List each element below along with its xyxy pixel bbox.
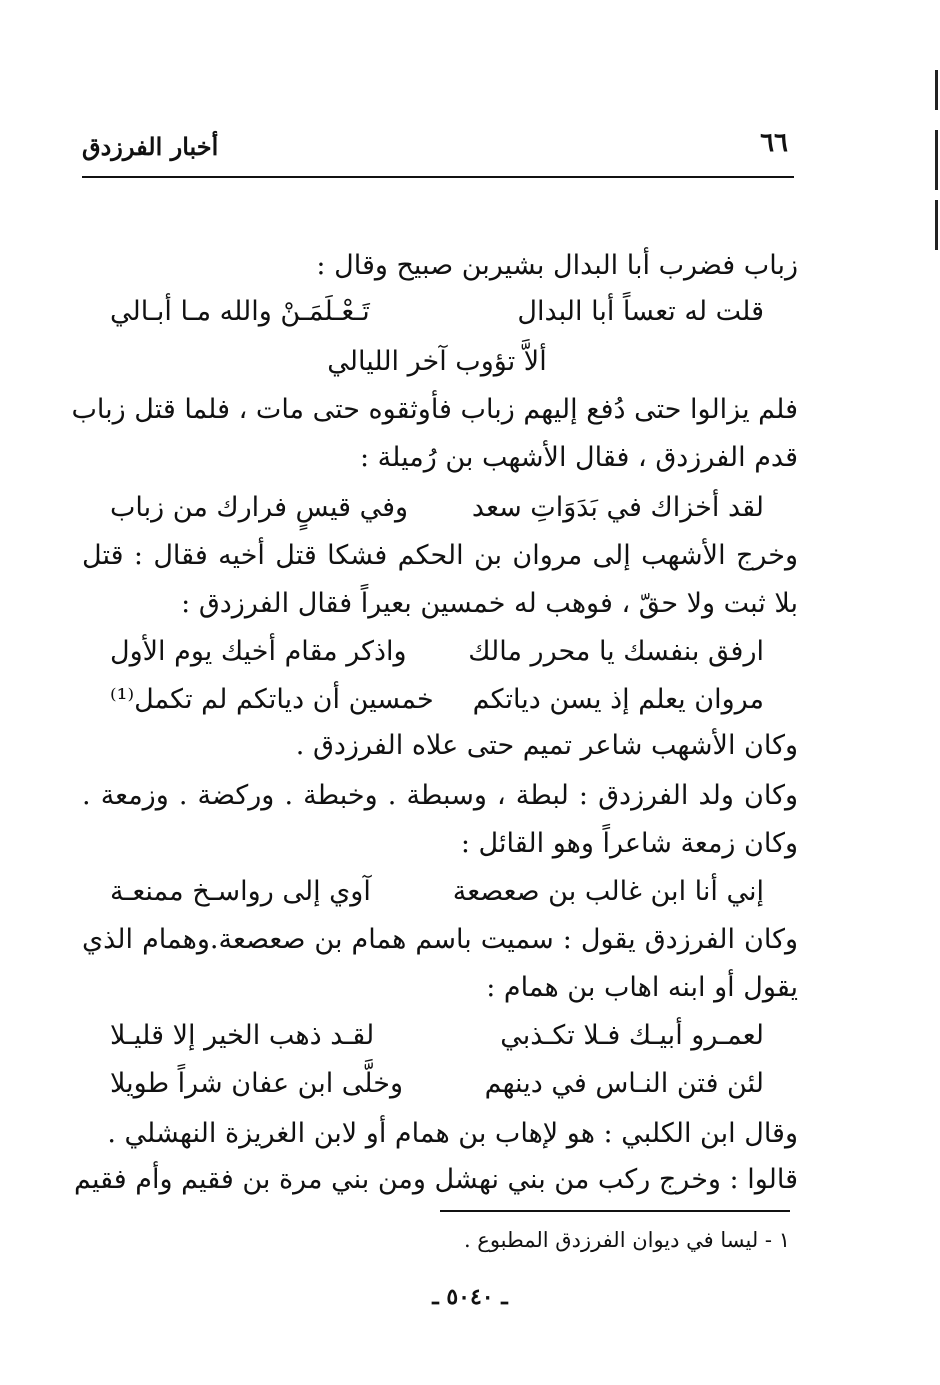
- verse-hemistich-right: قلت له تعساً أبا البدال: [517, 296, 764, 327]
- verse-hemistich-left: آوي إلى رواسـخ ممنعـة: [110, 876, 371, 907]
- paragraph-line: وكان الأشهب شاعر تميم حتى علاه الفرزدق .: [295, 730, 798, 761]
- verse-hemistich-right: لقد أخزاك في بَدَوَاتِ سعد: [471, 492, 764, 523]
- verse-hemistich-left: لقـد ذهب الخير إلا قليـلا: [110, 1020, 375, 1051]
- scan-edge-mark: [935, 70, 938, 110]
- verse-hemistich-left: واذكر مقام أخيك يوم الأول: [110, 636, 407, 667]
- paragraph-line: وقال ابن الكلبي : هو لإهاب بن همام أو لابن الغريزة النهشلي .: [107, 1118, 798, 1149]
- verse-hemistich-right: لئن فتن النـاس في دينهم: [484, 1068, 764, 1099]
- paragraph-line: قدم الفرزدق ، فقال الأشهب بن رُميلة :: [360, 442, 798, 473]
- verse-line: [110, 1064, 764, 1104]
- verse-line: [110, 680, 764, 720]
- verse-hemistich-right: ارفق بنفسك يا محرر مالك: [468, 636, 764, 667]
- paragraph-line: وكان الفرزدق يقول : سميت باسم همام بن صعصعة.وهمام الذي: [82, 924, 798, 955]
- paragraph-line: بلا ثبت ولا حقّ ، فوهب له خمسين بعيراً فقال الفرزدق :: [181, 588, 798, 619]
- scan-edge-mark: [935, 130, 938, 190]
- paragraph-line: وخرج الأشهب إلى مروان بن الحكم فشكا قتل أخيه فقال : قتل: [82, 540, 798, 571]
- footnote: ١ - ليسا في ديوان الفرزدق المطبوع .: [463, 1228, 790, 1252]
- paragraph-line: فلم يزالوا حتى دُفع إليهم زباب فأوثقوه حتى مات ، فلما قتل زباب: [71, 394, 798, 425]
- scan-edge-mark: [935, 200, 938, 250]
- verse-hemistich-left: وفي قيسٍ فرارك من زباب: [110, 492, 409, 523]
- verse-line: [110, 872, 764, 912]
- folio-number: ـ ٥٠٤٠ ـ: [432, 1284, 508, 1310]
- verse-hemistich-left: خمسين أن دياتكم لم تكمل⁽¹⁾: [110, 684, 434, 715]
- paragraph-line: وكان زمعة شاعراً وهو القائل :: [460, 828, 798, 859]
- verse-hemistich-left: وخلَّى ابن عفان شراً طويلا: [110, 1068, 403, 1099]
- running-title: أخبار الفرزدق: [82, 132, 219, 161]
- verse-hemistich-right: إني أنا ابن غالب بن صعصعة: [452, 876, 764, 907]
- verse-line: [110, 292, 764, 332]
- paragraph-line: وكان ولد الفرزدق : لبطة ، وسبطة . وخبطة . وركضة . وزمعة .: [82, 780, 798, 811]
- page-header: [82, 120, 794, 178]
- paragraph-line: يقول أو ابنه اهاب بن همام :: [486, 972, 798, 1003]
- footnote-rule: [440, 1210, 790, 1212]
- verse-hemistich-right: مروان يعلم إذ يسن دياتكم: [472, 684, 764, 715]
- page-number: ٦٦: [760, 128, 788, 158]
- verse-continuation: ألاَّ تؤوب آخر الليالي: [327, 346, 547, 377]
- verse-line: [110, 1016, 764, 1056]
- verse-hemistich-right: لعمـرو أبيـك فـلا تكـذبي: [500, 1020, 764, 1051]
- verse-line: [110, 488, 764, 528]
- verse-hemistich-left: تَـعْـلَمَـنْ والله مـا أبـالي: [110, 296, 370, 327]
- paragraph-line: زباب فضرب أبا البدال بشيربن صبيح وقال :: [316, 250, 798, 281]
- verse-line: [110, 632, 764, 672]
- paragraph-line: قالوا : وخرج ركب من بني نهشل ومن بني مرة بن فقيم وأم فقيم: [73, 1164, 798, 1195]
